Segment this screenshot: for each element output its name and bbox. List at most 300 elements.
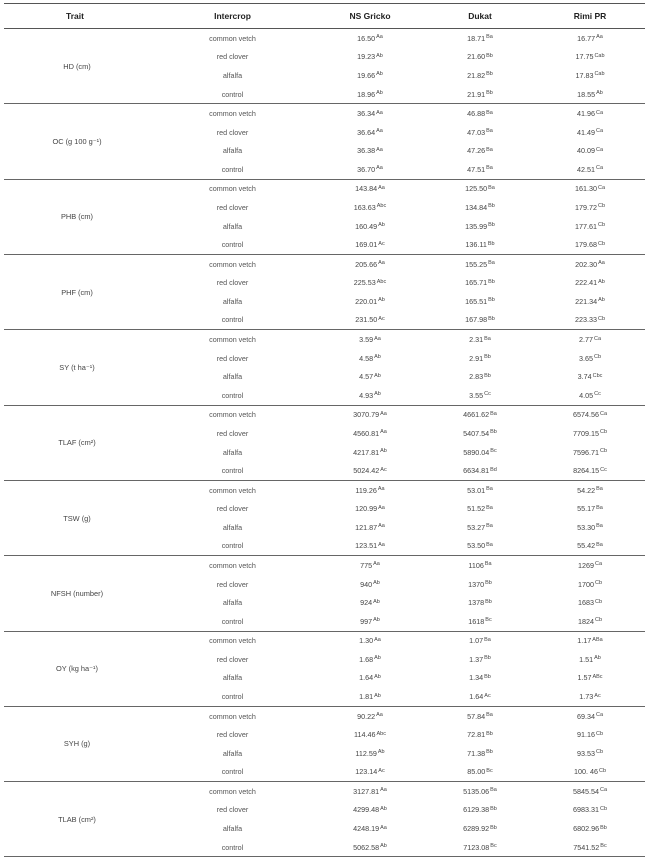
significance-letters: Bb	[487, 240, 495, 247]
significance-letters: Ba	[596, 541, 603, 548]
significance-letters: Ab	[373, 580, 380, 587]
intercrop-cell: red clover	[216, 278, 249, 288]
value-cell	[425, 123, 535, 142]
significance-letters: Bb	[488, 315, 495, 322]
table-row	[4, 29, 645, 48]
value-cell	[315, 29, 425, 48]
intercrop-cell: red clover	[216, 504, 249, 514]
value-number: 55.17	[577, 504, 596, 514]
value-cell	[315, 235, 425, 254]
significance-letters: Ab	[598, 278, 605, 285]
significance-letters: Ba	[490, 787, 497, 794]
trait-cell: OY (kg ha⁻¹)	[4, 631, 150, 706]
significance-letters: Ab	[380, 843, 387, 850]
significance-letters: Bb	[486, 52, 493, 59]
significance-letters: Bb	[486, 730, 493, 737]
significance-letters: Ba	[596, 523, 603, 530]
value-number: 55.42	[577, 541, 596, 551]
significance-letters: Bc	[485, 617, 492, 624]
significance-letters: Bb	[484, 372, 491, 379]
value-cell	[425, 575, 535, 594]
value-number: 1.51	[579, 654, 594, 664]
intercrop-cell: control	[150, 838, 315, 857]
value-cell	[315, 499, 425, 518]
value-number: 41.49	[576, 127, 595, 137]
value-number: 1.64	[359, 673, 374, 683]
value-number: 1683	[577, 598, 594, 608]
value-number: 91.16	[576, 730, 595, 740]
value-cell	[535, 725, 645, 744]
value-number: 155.25	[465, 259, 488, 269]
significance-letters: Cab	[594, 71, 605, 78]
trait-cell: TLAF (cm²)	[4, 405, 150, 480]
value-number: 123.51	[355, 541, 378, 551]
value-number: 1.37	[469, 654, 484, 664]
value-cell	[535, 499, 645, 518]
significance-letters: Cb	[599, 448, 607, 454]
value-cell	[425, 518, 535, 537]
value-number: 16.77	[577, 33, 596, 43]
value-cell	[425, 349, 535, 368]
value-cell	[315, 48, 425, 67]
value-cell	[535, 687, 645, 706]
value-cell	[535, 819, 645, 838]
value-number: 7541.52	[573, 842, 600, 852]
value-number: 1824	[577, 616, 594, 626]
table-row	[4, 782, 645, 801]
value-number: 1370	[468, 579, 485, 589]
value-number: 54.22	[577, 485, 596, 495]
significance-letters: Ab	[374, 673, 381, 680]
value-cell	[535, 66, 645, 85]
value-number: 6574.56	[572, 410, 599, 420]
value-number: 4661.62	[463, 410, 490, 420]
significance-letters: Ba	[486, 523, 493, 530]
value-number: 120.99	[355, 504, 378, 514]
value-cell	[535, 123, 645, 142]
significance-letters: Ca	[593, 335, 602, 342]
intercrop-cell: alfalfa	[222, 598, 243, 608]
value-cell	[535, 274, 645, 293]
value-cell	[535, 763, 645, 782]
intercrop-cell: common vetch	[209, 410, 256, 420]
value-number: 3.55	[469, 390, 484, 400]
value-number: 5845.54	[572, 786, 599, 796]
value-cell	[315, 443, 425, 462]
significance-letters: Bb	[486, 749, 493, 756]
significance-letters: Bb	[485, 580, 492, 587]
significance-letters: Bc	[490, 843, 497, 850]
value-cell	[535, 311, 645, 330]
significance-letters: Cb	[597, 203, 605, 210]
significance-letters: Bb	[488, 222, 495, 229]
value-number: 69.34	[576, 711, 595, 721]
significance-letters: Aa	[378, 184, 385, 191]
value-cell	[425, 687, 535, 706]
significance-letters: Bb	[488, 203, 495, 210]
value-cell	[315, 480, 425, 499]
value-number: 53.01	[467, 485, 486, 495]
value-cell	[425, 443, 535, 462]
value-number: 6289.92	[463, 824, 490, 834]
significance-letters: Bb	[484, 673, 491, 680]
intercrop-cell: control	[150, 537, 315, 556]
value-number: 177.61	[574, 221, 597, 231]
value-number: 225.53	[353, 278, 376, 288]
value-cell	[425, 499, 535, 518]
value-cell	[535, 235, 645, 254]
significance-letters: Ca	[594, 561, 603, 568]
value-cell	[425, 461, 535, 480]
value-cell	[315, 537, 425, 556]
value-number: 18.71	[467, 33, 486, 43]
value-cell	[315, 650, 425, 669]
intercrop-cell: alfalfa	[222, 673, 243, 683]
value-number: 47.03	[467, 127, 486, 137]
value-number: 17.75	[575, 52, 594, 62]
intercrop-cell: control	[150, 235, 315, 254]
value-cell	[535, 292, 645, 311]
intercrop-cell: common vetch	[209, 259, 256, 269]
significance-letters: Ca	[599, 787, 607, 794]
intercrop-cell: control	[150, 763, 315, 782]
value-cell	[535, 29, 645, 48]
significance-letters: Cc	[484, 391, 491, 398]
value-cell	[425, 612, 535, 631]
significance-letters: Ac	[378, 240, 385, 247]
value-cell	[535, 367, 645, 386]
value-number: 775	[360, 560, 373, 570]
table-row	[4, 405, 645, 424]
significance-letters: Aa	[376, 165, 383, 172]
table-row	[4, 104, 645, 123]
value-cell	[315, 254, 425, 273]
value-number: 179.72	[574, 202, 597, 212]
trait-cell: SYH (g)	[4, 706, 150, 781]
trait-cell: SY (t ha⁻¹)	[4, 330, 150, 405]
value-number: 179.68	[574, 240, 597, 250]
value-number: 924	[360, 598, 373, 608]
significance-letters: Ab	[594, 655, 601, 662]
value-number: 3070.79	[353, 410, 380, 420]
value-cell	[425, 330, 535, 349]
value-cell	[535, 744, 645, 763]
significance-letters: Bb	[490, 805, 497, 812]
intercrop-cell: red clover	[216, 52, 249, 62]
value-cell	[425, 706, 535, 725]
value-number: 220.01	[355, 296, 378, 306]
table-row	[4, 179, 645, 198]
value-number: 7596.71	[572, 447, 599, 457]
value-number: 1.30	[359, 636, 374, 646]
value-number: 5062.58	[353, 842, 380, 852]
significance-letters: Ba	[488, 184, 495, 191]
significance-letters: Ab	[374, 391, 381, 398]
significance-letters: Ba	[484, 561, 492, 568]
value-number: 6129.38	[463, 805, 490, 815]
value-number: 135.99	[465, 221, 488, 231]
value-cell	[315, 687, 425, 706]
value-number: 41.96	[576, 109, 595, 119]
significance-letters: Bb	[486, 71, 493, 78]
value-cell	[535, 104, 645, 123]
value-cell	[315, 367, 425, 386]
value-cell	[315, 330, 425, 349]
value-cell	[535, 179, 645, 198]
intercrop-cell: alfalfa	[222, 70, 243, 80]
value-cell	[425, 480, 535, 499]
value-cell	[425, 254, 535, 273]
significance-letters: Aa	[378, 260, 385, 267]
value-cell	[315, 461, 425, 480]
value-number: 53.27	[467, 522, 486, 532]
value-cell	[425, 66, 535, 85]
value-number: 4560.81	[353, 428, 380, 438]
value-number: 2.83	[469, 372, 484, 382]
value-cell	[535, 650, 645, 669]
significance-letters: Cb	[595, 749, 604, 756]
intercrop-cell: common vetch	[209, 485, 256, 495]
significance-letters: Ba	[486, 109, 493, 116]
value-cell	[315, 311, 425, 330]
value-number: 72.81	[467, 730, 486, 740]
value-cell	[315, 725, 425, 744]
value-cell	[535, 405, 645, 424]
intercrop-cell: red clover	[216, 654, 249, 664]
intercrop-cell: control	[150, 311, 315, 330]
intercrop-cell: alfalfa	[222, 748, 243, 758]
value-cell	[315, 631, 425, 650]
significance-letters: Bb	[488, 297, 495, 304]
significance-letters: Aa	[596, 34, 603, 41]
significance-letters: Ba	[484, 636, 491, 643]
value-number: 4299.48	[353, 805, 380, 815]
value-cell	[535, 217, 645, 236]
value-cell	[535, 461, 645, 480]
significance-letters: Cb	[597, 222, 605, 229]
significance-letters: Aa	[376, 712, 383, 719]
value-cell	[535, 801, 645, 820]
value-number: 47.51	[467, 164, 486, 174]
value-number: 100. 46	[573, 767, 598, 777]
value-number: 5407.54	[463, 428, 490, 438]
value-cell	[315, 85, 425, 104]
significance-letters: ABa	[592, 636, 603, 643]
value-number: 163.63	[353, 202, 376, 212]
significance-letters: Cc	[600, 466, 607, 473]
value-number: 136.11	[465, 240, 487, 250]
value-cell	[425, 141, 535, 160]
significance-letters: Ab	[380, 448, 387, 454]
value-cell	[425, 217, 535, 236]
significance-letters: Aa	[380, 787, 387, 794]
significance-letters: Aa	[380, 824, 387, 831]
value-cell	[425, 838, 535, 857]
table-container	[4, 3, 645, 857]
significance-letters: Bb	[484, 354, 491, 361]
value-number: 1.07	[469, 636, 484, 646]
value-cell	[425, 85, 535, 104]
value-number: 121.87	[355, 522, 378, 532]
significance-letters: Ac	[378, 315, 385, 322]
intercrop-cell: control	[150, 612, 315, 631]
significance-letters: Ab	[376, 52, 383, 59]
significance-letters: Ba	[486, 712, 493, 719]
value-number: 222.41	[575, 278, 598, 288]
significance-letters: Ab	[598, 297, 605, 304]
intercrop-cell: control	[150, 687, 315, 706]
significance-letters: Aa	[373, 561, 380, 568]
intercrop-cell: red clover	[216, 730, 249, 740]
value-number: 5024.42	[353, 466, 380, 476]
value-number: 4248.19	[353, 824, 380, 834]
significance-letters: Aa	[376, 109, 383, 116]
value-cell	[425, 48, 535, 67]
value-cell	[425, 160, 535, 179]
value-number: 57.84	[467, 711, 486, 721]
value-cell	[315, 593, 425, 612]
value-cell	[425, 537, 535, 556]
value-number: 1618	[468, 616, 485, 626]
value-cell	[425, 725, 535, 744]
value-cell	[425, 782, 535, 801]
value-cell	[535, 48, 645, 67]
value-number: 4.57	[359, 372, 374, 382]
intercrop-cell: alfalfa	[222, 296, 243, 306]
value-number: 223.33	[574, 315, 597, 325]
significance-letters: Ab	[373, 617, 380, 624]
intercrop-cell: red clover	[216, 353, 249, 363]
value-cell	[315, 179, 425, 198]
significance-letters: Ba	[596, 486, 603, 493]
significance-letters: Ca	[595, 146, 604, 153]
significance-letters: Cb	[594, 617, 603, 624]
value-number: 19.66	[357, 70, 376, 80]
intercrop-cell: red clover	[216, 805, 249, 815]
value-number: 114.46	[354, 730, 376, 740]
value-number: 2.77	[578, 335, 593, 345]
value-number: 18.96	[357, 89, 376, 99]
value-number: 6634.81	[463, 466, 490, 476]
value-cell	[425, 819, 535, 838]
value-number: 231.50	[355, 315, 378, 325]
intercrop-cell: common vetch	[209, 560, 256, 570]
value-number: 21.60	[467, 52, 486, 62]
significance-letters: Aa	[380, 429, 387, 436]
value-number: 3127.81	[353, 786, 380, 796]
value-cell	[535, 669, 645, 688]
significance-letters: Aa	[598, 260, 605, 267]
value-number: 1.81	[359, 692, 374, 702]
significance-letters: Ab	[378, 222, 385, 229]
intercrop-cell: red clover	[216, 428, 249, 438]
value-cell	[315, 763, 425, 782]
significance-letters: Aa	[376, 128, 383, 135]
significance-letters: Ba	[484, 335, 491, 342]
value-number: 112.59	[355, 748, 377, 758]
value-cell	[315, 123, 425, 142]
significance-letters: Bb	[600, 824, 607, 831]
significance-letters: Aa	[377, 486, 385, 493]
significance-letters: Aa	[378, 523, 385, 530]
value-number: 1106	[468, 560, 484, 570]
value-cell	[535, 480, 645, 499]
significance-letters: Bc	[486, 767, 493, 774]
significance-letters: Ba	[486, 541, 493, 548]
value-cell	[535, 575, 645, 594]
intercrop-cell: common vetch	[209, 33, 256, 43]
value-number: 8264.15	[573, 466, 600, 476]
value-number: 1269	[577, 560, 594, 570]
significance-letters: Cab	[594, 52, 605, 59]
value-cell	[535, 706, 645, 725]
significance-letters: Cc	[594, 391, 601, 398]
significance-letters: Bd	[490, 466, 497, 473]
trait-cell: TLAB (cm²)	[4, 782, 150, 857]
value-cell	[425, 424, 535, 443]
value-cell	[425, 274, 535, 293]
value-number: 1.57	[577, 673, 592, 683]
value-number: 71.38	[467, 748, 486, 758]
significance-letters: Ab	[374, 655, 381, 662]
significance-letters: Bc	[600, 843, 607, 850]
value-cell	[535, 782, 645, 801]
value-number: 5135.06	[463, 786, 490, 796]
significance-letters: Ab	[374, 354, 381, 361]
significance-letters: Ca	[597, 184, 605, 191]
significance-letters: Aa	[378, 504, 385, 511]
value-number: 2.31	[469, 335, 484, 345]
significance-letters: Ab	[378, 297, 385, 304]
value-number: 7123.08	[463, 842, 490, 852]
value-cell	[425, 386, 535, 405]
table-row	[4, 556, 645, 575]
value-number: 1.17	[577, 636, 592, 646]
significance-letters: Ab	[376, 90, 383, 97]
intercrop-cell: common vetch	[209, 109, 256, 119]
value-cell	[535, 349, 645, 368]
significance-letters: Ab	[380, 805, 387, 812]
significance-letters: Abc	[376, 203, 387, 210]
significance-letters: Ba	[596, 504, 603, 511]
value-number: 53.30	[577, 522, 596, 532]
significance-letters: Cb	[595, 730, 604, 737]
table-row	[4, 254, 645, 273]
trait-cell: PHB (cm)	[4, 179, 150, 254]
intercrop-cell: common vetch	[209, 711, 256, 721]
value-cell	[425, 556, 535, 575]
value-cell	[425, 179, 535, 198]
value-cell	[425, 763, 535, 782]
value-cell	[315, 141, 425, 160]
value-cell	[315, 782, 425, 801]
value-number: 16.50	[357, 33, 376, 43]
significance-letters: Abc	[376, 730, 386, 737]
intercrop-cell: common vetch	[209, 335, 256, 345]
intercrop-cell: control	[150, 85, 315, 104]
trait-cell: NFSH (number)	[4, 556, 150, 631]
significance-letters: Cb	[597, 315, 605, 322]
value-number: 19.23	[357, 52, 376, 62]
value-cell	[315, 556, 425, 575]
intercrop-cell: common vetch	[209, 636, 256, 646]
header-dukat: Dukat	[425, 4, 535, 29]
value-cell	[535, 85, 645, 104]
intercrop-cell: common vetch	[209, 184, 256, 194]
value-cell	[535, 443, 645, 462]
value-cell	[535, 424, 645, 443]
value-cell	[425, 311, 535, 330]
